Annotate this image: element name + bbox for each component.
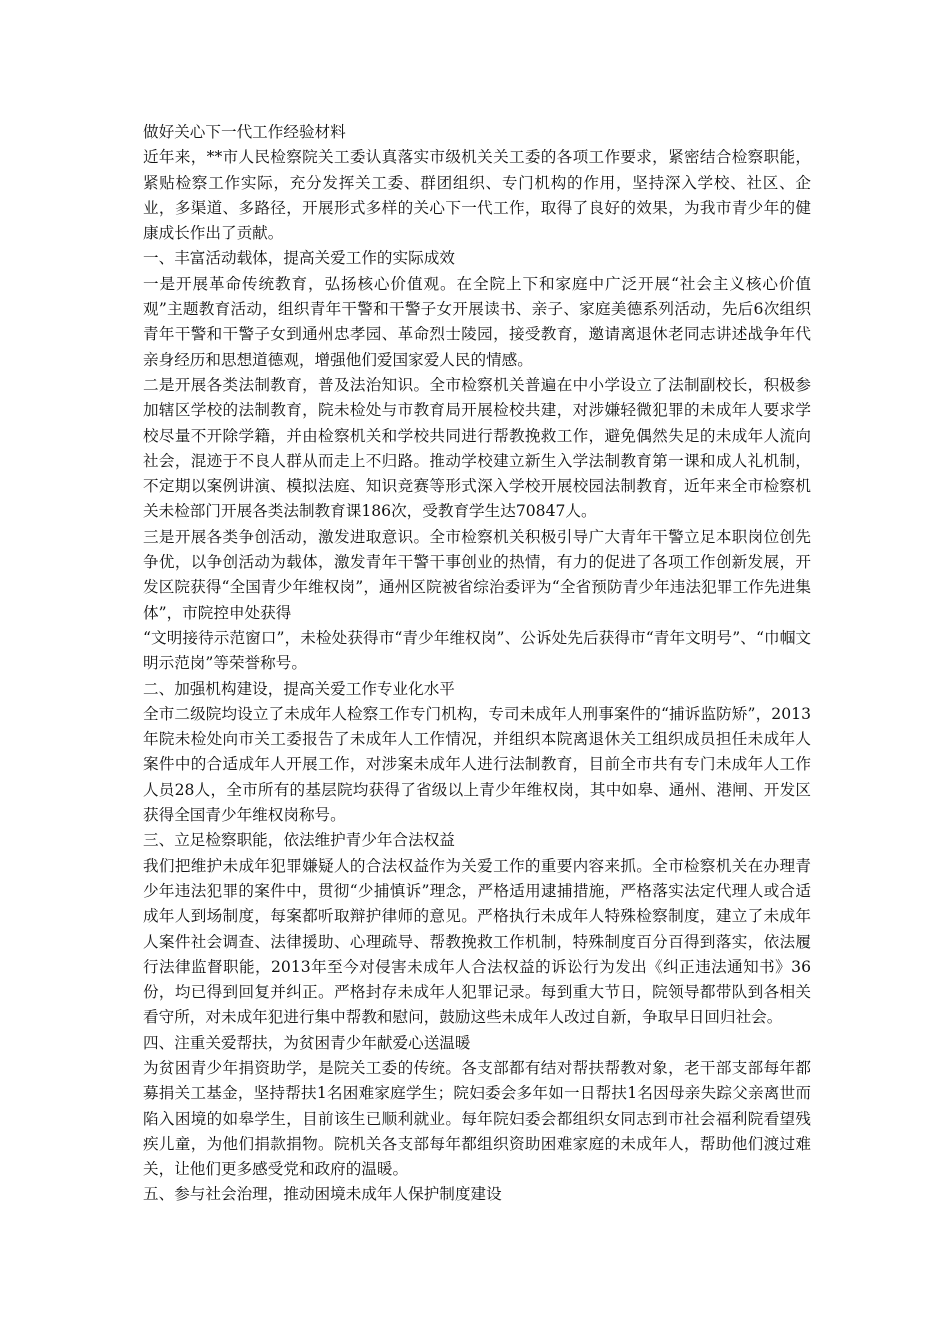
section-heading-3: 三、立足检察职能，依法维护青少年合法权益 (143, 831, 455, 850)
document-body (143, 120, 811, 1208)
paragraph-legal-education: 二是开展各类法制教育，普及法治知识。全市检察机关普遍在中小学设立了法制副校长，积极参加辖区学校的法制教育，院未检处与市教育局开展检校共建，对涉嫌轻微犯罪的未成年人要求学校尽量不开除学籍，并由检察机关和学校共同进行帮教挽救工作，避免偶然失足的未成年人流向社会，混迹于不良人群从而走上不归路。推动学校建立新生入学法制教育第一课和成人礼机制，不定期以案例讲演、模拟法庭、知识竞赛等形式深入学校开展校园法制教育，近年来全市检察机关未检部门开展各类法制教育课186次，受教育学生达70847人。 (143, 375, 811, 521)
intro-paragraph: 近年来，**市人民检察院关工委认真落实市级机关关工委的各项工作要求，紧密结合检察职能，紧贴检察工作实际，充分发挥关工委、群团组织、专门机构的作用，坚持深入学校、社区、企业，多渠道、多路径，开展形式多样的关心下一代工作，取得了良好的效果，为我市青少年的健康成长作出了贡献。 (143, 148, 811, 243)
section-heading-2: 二、加强机构建设，提高关爱工作专业化水平 (143, 679, 455, 698)
paragraph-institution-building: 全市二级院均设立了未成年人检察工作专门机构，专司未成年人刑事案件的“捕诉监防矫”，2013年院未检处向市关工委报告了未成年人工作情况，并组织本院离退休关工组织成员担任未成年人案件中的合适成年人开展工作，对涉案未成年人进行法制教育，目前全市共有专门未成年人工作人员28人，全市所有的基层院均获得了省级以上青少年维权岗，其中如皋、通州、港闸、开发区获得全国青少年维权岗称号。 (143, 704, 811, 825)
section-heading-5: 五、参与社会治理，推动困境未成年人保护制度建设 (143, 1185, 502, 1204)
section-heading-1: 一、丰富活动载体，提高关爱工作的实际成效 (143, 249, 455, 268)
paragraph-revolutionary-education: 一是开展革命传统教育，弘扬核心价值观。在全院上下和家庭中广泛开展“社会主义核心价值观”主题教育活动，组织青年干警和干警子女开展读书、亲子、家庭美德系列活动，先后6次组织青年干警和干警子女到通州忠孝园、革命烈士陵园，接受教育，邀请离退休老同志讲述战争年代亲身经历和思想道德观，增强他们爱国家爱人民的情感。 (143, 274, 811, 369)
paragraph-poverty-assistance: 为贫困青少年捐资助学，是院关工委的传统。各支部都有结对帮扶帮教对象，老干部支部每年都募捐关工基金，坚持帮扶1名困难家庭学生；院妇委会多年如一日帮扶1名因母亲失踪父亲离世而陷入困境的如皋学生，目前该生已顺利就业。每年院妇委会都组织女同志到市社会福利院看望残疾儿童，为他们捐款捐物。院机关各支部每年都组织资助困难家庭的未成年人，帮助他们渡过难关，让他们更多感受党和政府的温暖。 (143, 1058, 811, 1179)
document-title: 做好关心下一代工作经验材料 (143, 123, 346, 141)
section-heading-4: 四、注重关爱帮扶，为贫困青少年献爱心送温暖 (143, 1033, 471, 1052)
paragraph-competition-activities: 三是开展各类争创活动，激发进取意识。全市检察机关积极引导广大青年干警立足本职岗位创先争优，以争创活动为载体，激发青年干警干事创业的热情，有力的促进了各项工作创新发展，开发区院获得“全国青少年维权岗”，通州区院被省综治委评为“全省预防青少年违法犯罪工作先进集体”，市院控申处获得 (143, 527, 811, 622)
paragraph-honors: “文明接待示范窗口”，未检处获得市“青少年维权岗”、公诉处先后获得市“青年文明号”、“巾帼文明示范岗”等荣誉称号。 (143, 628, 811, 673)
paragraph-rights-protection: 我们把维护未成年犯罪嫌疑人的合法权益作为关爱工作的重要内容来抓。全市检察机关在办理青少年违法犯罪的案件中，贯彻“少捕慎诉”理念，严格适用逮捕措施，严格落实法定代理人或合适成年人到场制度，每案都听取辩护律师的意见。严格执行未成年人特殊检察制度，建立了未成年人案件社会调查、法律援助、心理疏导、帮教挽救工作机制，特殊制度百分百得到落实，依法履行法律监督职能，2013年至今对侵害未成年人合法权益的诉讼行为发出《纠正违法通知书》36份，均已得到回复并纠正。严格封存未成年人犯罪记录。每到重大节日，院领导都带队到各相关看守所，对未成年犯进行集中帮教和慰问，鼓励这些未成年人改过自新，争取早日回归社会。 (143, 856, 811, 1027)
